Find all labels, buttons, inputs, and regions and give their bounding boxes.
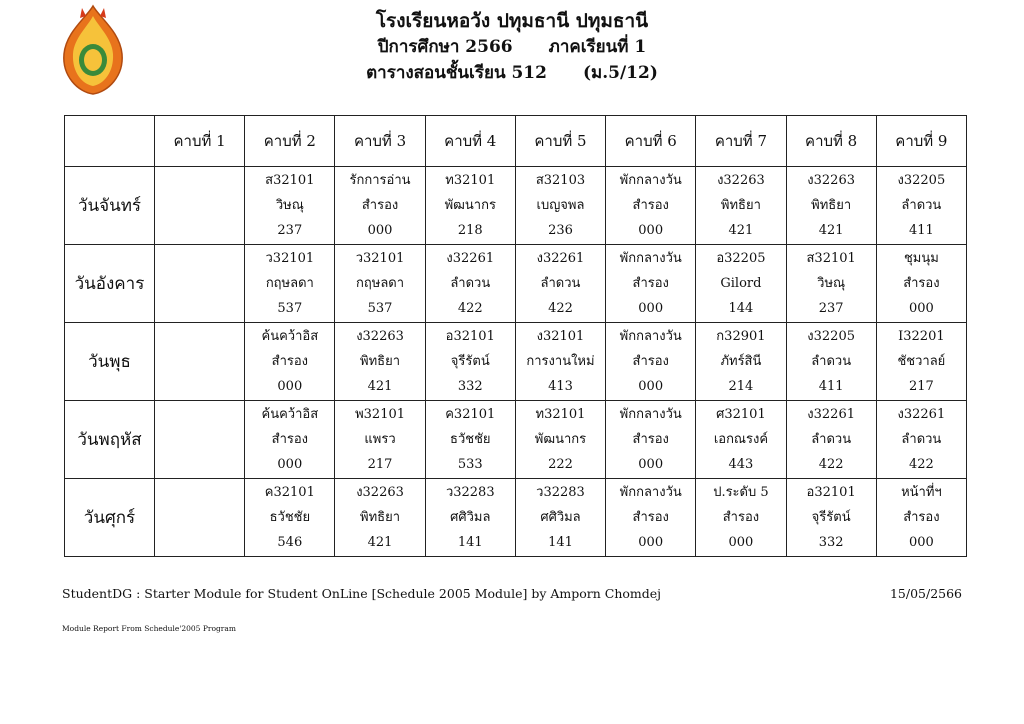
- subject-code: ส32101: [806, 251, 856, 266]
- schedule-cell: [335, 479, 425, 557]
- schedule-cell: [876, 323, 966, 401]
- credit-text: StudentDG : Starter Module for Student OnLine [Schedule 2005 Module] by Amporn Chomdej: [62, 586, 662, 601]
- room-number: 222: [548, 457, 573, 472]
- room-number: 421: [728, 223, 754, 238]
- schedule-cell: [606, 323, 696, 401]
- schedule-cell: [786, 167, 876, 245]
- teacher-name: [155, 427, 244, 452]
- room-number: 000: [367, 223, 393, 238]
- room-number: 421: [818, 223, 844, 238]
- subject-code: ค้นคว้าอิส: [261, 329, 319, 344]
- period-header: คาบที่ 5: [515, 116, 605, 167]
- schedule-cell: [335, 245, 425, 323]
- room-number: [155, 296, 244, 321]
- schedule-cell: [606, 479, 696, 557]
- subject-code: พ32101: [355, 407, 406, 422]
- subject-code: ค32101: [445, 407, 496, 422]
- teacher-name: พิทธิยา: [811, 198, 852, 213]
- teacher-name: วิษณุ: [275, 198, 304, 213]
- teacher-name: ศศิวิมล: [450, 510, 491, 525]
- grade-label: (ม.5/12): [582, 63, 658, 83]
- period-header: คาบที่ 2: [245, 116, 335, 167]
- subject-code: พักกลางวัน: [619, 251, 682, 266]
- subject-code: หน้าที่ฯ: [901, 485, 942, 500]
- schedule-cell: [335, 401, 425, 479]
- schedule-cell: [245, 245, 335, 323]
- schedule-cell: [155, 401, 245, 479]
- room-number: 237: [277, 223, 303, 238]
- subject-code: I32201: [898, 329, 945, 344]
- teacher-name: เอกณรงค์: [713, 432, 769, 447]
- subject-code: พักกลางวัน: [619, 173, 682, 188]
- schedule-cell: [245, 401, 335, 479]
- day-label: วันอังคาร: [65, 245, 155, 323]
- subject-code: ท32101: [535, 407, 586, 422]
- subject-code: ง32261: [536, 251, 585, 266]
- period-header: คาบที่ 6: [606, 116, 696, 167]
- teacher-name: สำรอง: [361, 198, 399, 213]
- corner-cell: [65, 116, 155, 167]
- room-number: 000: [277, 457, 303, 472]
- program-note: Module Report From Schedule'2005 Program: [62, 624, 236, 633]
- teacher-name: ศศิวิมล: [540, 510, 581, 525]
- schedule-cell: [876, 479, 966, 557]
- subject-code: ค32101: [264, 485, 315, 500]
- semester: ภาคเรียนที่ 1: [548, 37, 647, 57]
- schedule-cell: [876, 167, 966, 245]
- room-number: 000: [908, 301, 934, 316]
- teacher-name: [155, 193, 244, 218]
- schedule-cell: [786, 245, 876, 323]
- room-number: 422: [457, 301, 483, 316]
- schedule-cell: [245, 167, 335, 245]
- room-number: 421: [367, 379, 393, 394]
- teacher-name: สำรอง: [271, 354, 309, 369]
- room-number: 443: [728, 457, 754, 472]
- schedule-cell: [425, 479, 515, 557]
- teacher-name: พัฒนากร: [534, 432, 587, 447]
- period-header-row: [65, 116, 967, 167]
- schedule-cell: [515, 401, 605, 479]
- report-footer: [62, 586, 962, 601]
- teacher-name: ลำดวน: [901, 198, 942, 213]
- subject-code: ป.ระดับ 5: [713, 485, 769, 500]
- teacher-name: พิทธิยา: [360, 354, 401, 369]
- subject-code: ง32205: [807, 329, 855, 344]
- room-number: [155, 452, 244, 477]
- room-number: 000: [638, 379, 664, 394]
- subject-code: พักกลางวัน: [619, 407, 682, 422]
- teacher-name: สำรอง: [903, 510, 940, 525]
- teacher-name: [155, 271, 244, 296]
- schedule-cell: [876, 401, 966, 479]
- subject-code: [155, 324, 244, 349]
- room-number: 422: [818, 457, 844, 472]
- subject-code: อ32205: [716, 251, 766, 266]
- day-row: [65, 323, 967, 401]
- subject-code: ก32901: [716, 329, 766, 344]
- schedule-table: [64, 115, 967, 557]
- subject-code: ส32101: [265, 173, 315, 188]
- schedule-cell: [425, 245, 515, 323]
- teacher-name: สำรอง: [271, 432, 309, 447]
- room-number: 332: [818, 535, 844, 550]
- day-label: วันพฤหัส: [65, 401, 155, 479]
- schedule-cell: [425, 167, 515, 245]
- schedule-cell: [425, 323, 515, 401]
- room-number: 000: [638, 457, 664, 472]
- schedule-cell: [245, 479, 335, 557]
- schedule-cell: [606, 245, 696, 323]
- teacher-name: วิษณุ: [817, 276, 846, 291]
- subject-code: ง32261: [807, 407, 855, 422]
- room-number: 237: [818, 301, 844, 316]
- teacher-name: พัฒนากร: [444, 198, 496, 213]
- room-number: 332: [457, 379, 483, 394]
- subject-code: ง32205: [897, 173, 946, 188]
- schedule-cell: [696, 167, 786, 245]
- subject-code: [155, 246, 244, 271]
- teacher-name: สำรอง: [722, 510, 760, 525]
- room-number: 000: [728, 535, 754, 550]
- day-label: วันจันทร์: [65, 167, 155, 245]
- report-date: 15/05/2566: [889, 586, 962, 601]
- schedule-cell: [786, 323, 876, 401]
- teacher-name: ลำดวน: [450, 276, 491, 291]
- day-label: วันศุกร์: [65, 479, 155, 557]
- teacher-name: ชัชวาลย์: [897, 354, 946, 369]
- teacher-name: ธวัชชัย: [450, 432, 491, 447]
- room-number: 422: [908, 457, 934, 472]
- school-name: โรงเรียนหอวัง ปทุมธานี ปทุมธานี: [375, 10, 649, 32]
- schedule-cell: [425, 401, 515, 479]
- teacher-name: กฤษลดา: [356, 276, 405, 291]
- room-number: 217: [367, 457, 393, 472]
- subject-code: ส32103: [535, 173, 586, 188]
- room-number: 411: [908, 223, 934, 238]
- subject-code: ว32101: [265, 251, 315, 266]
- academic-year: ปีการศึกษา 2566: [377, 37, 513, 57]
- teacher-name: สำรอง: [632, 198, 669, 213]
- teacher-name: แพรว: [364, 432, 396, 447]
- teacher-name: ลำดวน: [901, 432, 942, 447]
- schedule-cell: [786, 401, 876, 479]
- room-number: 411: [818, 379, 844, 394]
- period-header: คาบที่ 3: [335, 116, 425, 167]
- report-header: [0, 8, 1024, 86]
- schedule-cell: [786, 479, 876, 557]
- subject-code: อ32101: [445, 329, 495, 344]
- timetable-title: ตารางสอนชั้นเรียน 512: [366, 63, 547, 83]
- schedule-cell: [515, 479, 605, 557]
- period-header: คาบที่ 4: [425, 116, 515, 167]
- room-number: 422: [548, 301, 573, 316]
- subject-code: ว32283: [536, 485, 585, 500]
- schedule-cell: [155, 323, 245, 401]
- day-row: [65, 167, 967, 245]
- subject-code: ง32261: [446, 251, 495, 266]
- room-number: [155, 374, 244, 399]
- schedule-cell: [155, 167, 245, 245]
- room-number: 000: [638, 223, 664, 238]
- teacher-name: สำรอง: [632, 354, 669, 369]
- teacher-name: จุรีรัตน์: [811, 510, 851, 525]
- room-number: 217: [908, 379, 934, 394]
- day-row: [65, 401, 967, 479]
- room-number: 218: [457, 223, 483, 238]
- teacher-name: สำรอง: [632, 276, 669, 291]
- teacher-name: จุรีรัตน์: [450, 354, 490, 369]
- teacher-name: การงานใหม่: [526, 354, 595, 369]
- term-line: [0, 34, 1024, 60]
- schedule-cell: [696, 323, 786, 401]
- schedule-cell: [155, 479, 245, 557]
- teacher-name: ธวัชชัย: [269, 510, 311, 525]
- room-number: 546: [277, 535, 303, 550]
- room-number: 141: [457, 535, 483, 550]
- room-number: 144: [728, 301, 754, 316]
- schedule-cell: [696, 245, 786, 323]
- teacher-name: [155, 505, 244, 530]
- teacher-name: สำรอง: [632, 510, 669, 525]
- day-row: [65, 479, 967, 557]
- subject-code: ง32101: [536, 329, 585, 344]
- schedule-cell: [606, 167, 696, 245]
- room-number: 000: [638, 301, 664, 316]
- room-number: 236: [548, 223, 573, 238]
- room-number: 214: [728, 379, 754, 394]
- room-number: [155, 530, 244, 555]
- subject-code: [155, 480, 244, 505]
- schedule-cell: [606, 401, 696, 479]
- teacher-name: ลำดวน: [811, 354, 852, 369]
- schedule-cell: [155, 245, 245, 323]
- schedule-cell: [245, 323, 335, 401]
- subject-code: ง32263: [807, 173, 855, 188]
- teacher-name: สำรอง: [632, 432, 669, 447]
- room-number: 000: [908, 535, 934, 550]
- day-row: [65, 245, 967, 323]
- teacher-name: พิทธิยา: [360, 510, 401, 525]
- subject-code: ง32261: [897, 407, 946, 422]
- teacher-name: กฤษลดา: [265, 276, 314, 291]
- schedule-cell: [515, 323, 605, 401]
- period-header: คาบที่ 1: [155, 116, 245, 167]
- teacher-name: ลำดวน: [811, 432, 852, 447]
- room-number: 533: [457, 457, 483, 472]
- teacher-name: [155, 349, 244, 374]
- room-number: [155, 218, 244, 243]
- teacher-name: เบญจพล: [536, 198, 585, 213]
- subject-code: ง32263: [356, 329, 404, 344]
- subject-code: ศ32101: [716, 407, 766, 422]
- subject-code: ง32263: [717, 173, 765, 188]
- subject-code: ท32101: [445, 173, 496, 188]
- room-number: 537: [277, 301, 303, 316]
- subject-code: พักกลางวัน: [619, 485, 682, 500]
- room-number: 000: [277, 379, 303, 394]
- schedule-cell: [335, 323, 425, 401]
- teacher-name: ลำดวน: [540, 276, 581, 291]
- room-number: 413: [548, 379, 573, 394]
- subject-code: ง32263: [356, 485, 404, 500]
- period-header: คาบที่ 7: [696, 116, 786, 167]
- schedule-cell: [335, 167, 425, 245]
- subject-code: รักการอ่าน: [349, 173, 411, 188]
- timetable-line: [0, 60, 1024, 86]
- day-label: วันพุธ: [65, 323, 155, 401]
- subject-code: [155, 168, 244, 193]
- teacher-name: Gilord: [720, 276, 762, 291]
- room-number: 421: [367, 535, 393, 550]
- teacher-name: สำรอง: [903, 276, 940, 291]
- teacher-name: ภัทร์สินี: [720, 354, 762, 369]
- room-number: 537: [367, 301, 393, 316]
- subject-code: ว32101: [355, 251, 405, 266]
- subject-code: พักกลางวัน: [619, 329, 682, 344]
- schedule-cell: [515, 245, 605, 323]
- period-header: คาบที่ 8: [786, 116, 876, 167]
- schedule-cell: [696, 401, 786, 479]
- room-number: 141: [548, 535, 573, 550]
- schedule-cell: [696, 479, 786, 557]
- room-number: 000: [638, 535, 664, 550]
- subject-code: ค้นคว้าอิส: [261, 407, 319, 422]
- schedule-cell: [876, 245, 966, 323]
- teacher-name: พิทธิยา: [720, 198, 761, 213]
- period-header: คาบที่ 9: [876, 116, 966, 167]
- subject-code: [155, 402, 244, 427]
- subject-code: ว32283: [445, 485, 495, 500]
- subject-code: ชุมนุม: [903, 251, 939, 266]
- subject-code: อ32101: [806, 485, 856, 500]
- schedule-cell: [515, 167, 605, 245]
